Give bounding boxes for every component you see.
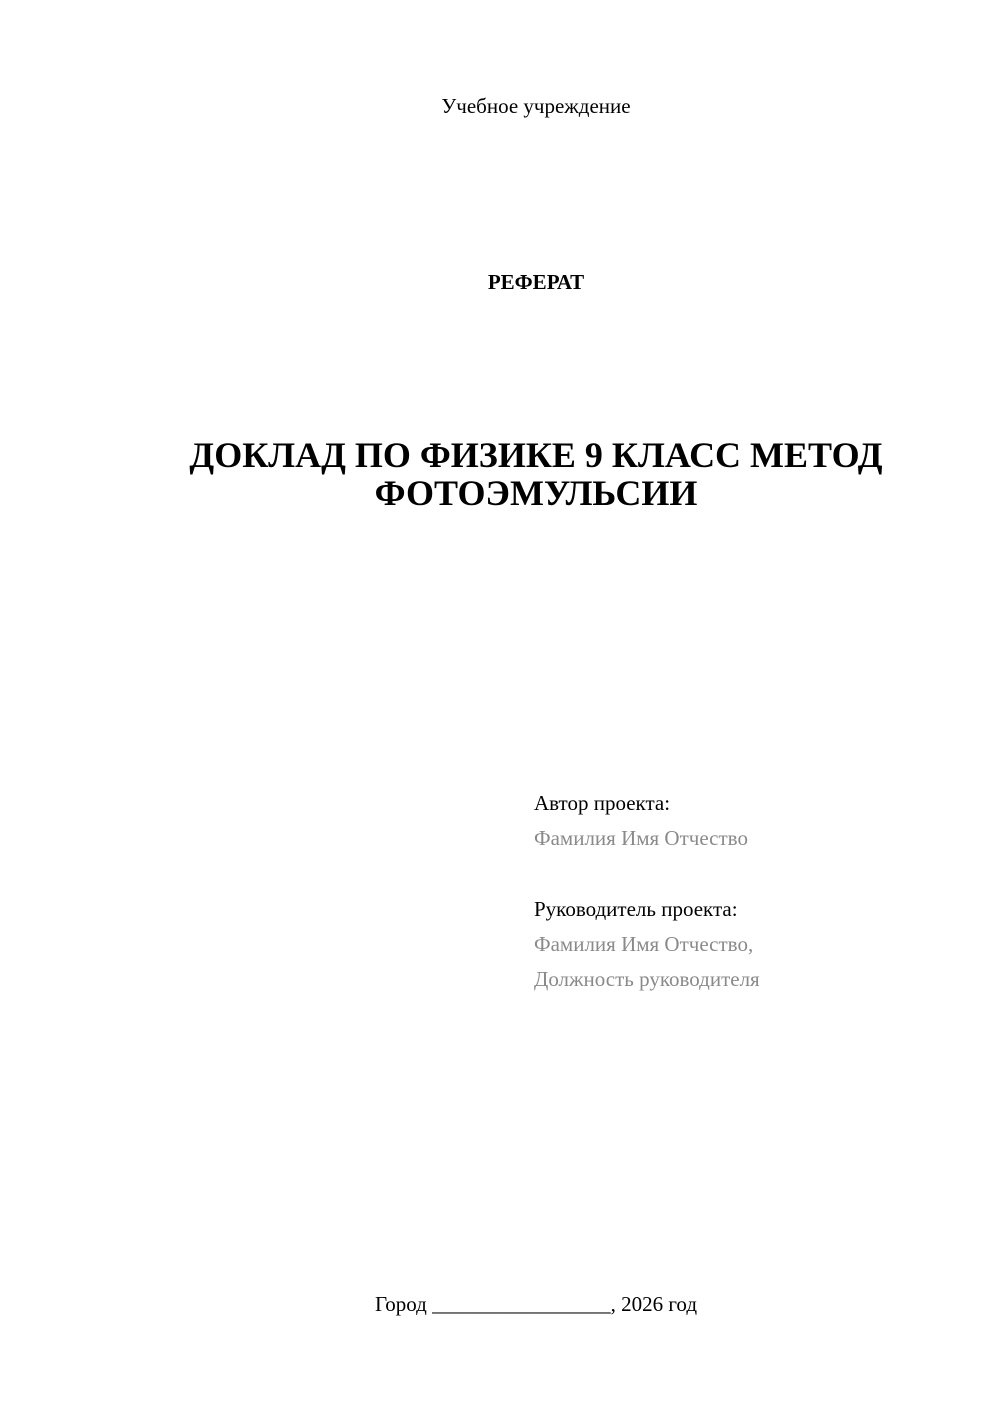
supervisor-block [534,892,974,997]
author-label: Автор проекта: [534,791,671,815]
supervisor-name: Фамилия Имя Отчество, [534,932,754,956]
author-block [534,786,974,856]
author-name: Фамилия Имя Отчество [534,826,748,850]
document-title: ДОКЛАД ПО ФИЗИКЕ 9 КЛАСС МЕТОД ФОТОЭМУЛЬСИИ [189,435,883,513]
institution-name: Учебное учреждение [441,94,631,118]
city-year-line: Город _________________, 2026 год [374,1292,698,1316]
supervisor-position: Должность руководителя [534,967,760,991]
document-type: РЕФЕРАТ [487,270,585,294]
supervisor-label: Руководитель проекта: [534,897,738,921]
